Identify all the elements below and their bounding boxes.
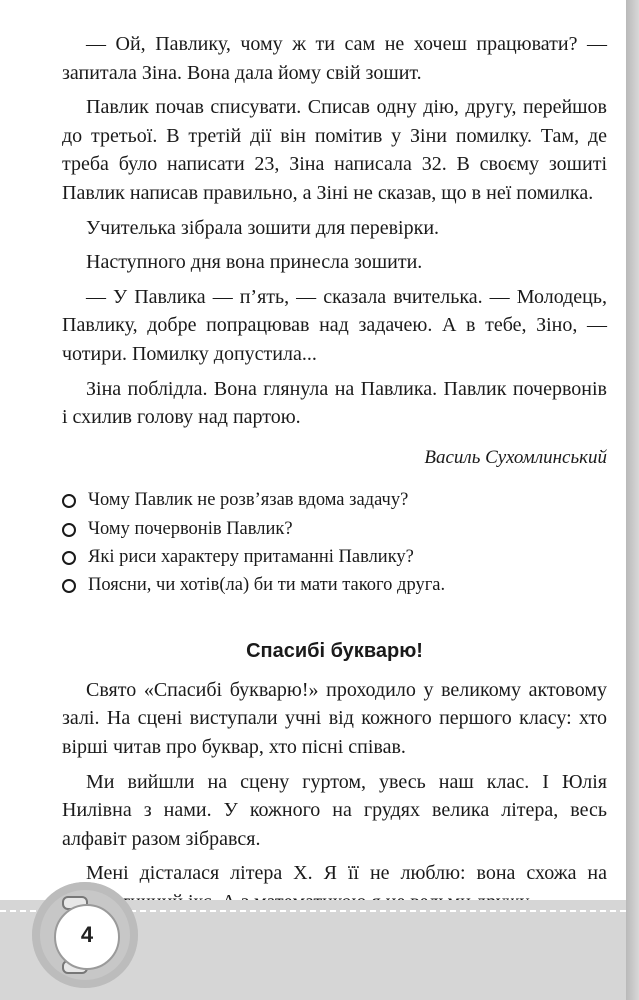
question-text: Поясни, чи хотів(ла) би ти мати такого друга. <box>88 574 446 595</box>
question-text: Чому почервонів Павлик? <box>88 518 293 539</box>
question-item <box>62 515 607 543</box>
circle-bullet-icon <box>62 579 76 593</box>
story-paragraph: Свято «Спасибі букварю!» проходило у великому актовому залі. На сцені виступали учні від кожного першого класу: хто вірші читав про буквар, хто пісні співав. <box>62 678 607 758</box>
story-paragraph: Наступного дня вона принесла зошити. <box>86 251 423 274</box>
question-item <box>62 571 607 599</box>
circle-bullet-icon <box>62 523 76 537</box>
story-paragraph: Павлик почав списувати. Списав одну дію, другу, перейшов до третьої. В третій дії він помітив у Зіни помилку. Там, де треба було написати 23, Зіна написала 32. В своєму зошиті Павлик написав правильно, а Зіні не сказав, що в неї помилка. <box>62 96 607 204</box>
question-text: Які риси характеру притаманні Павлику? <box>88 546 414 567</box>
question-list <box>62 486 607 599</box>
story-paragraph: Учителька зібрала зошити для перевірки. <box>86 216 440 239</box>
page-number-badge <box>32 882 138 988</box>
question-text: Чому Павлик не розв’язав вдома задачу? <box>88 490 409 511</box>
question-item <box>62 486 607 514</box>
page-number-circle <box>54 904 120 970</box>
section-title: Спасибі букварю! <box>246 640 423 663</box>
story-paragraph: — У Павлика — п’ять, — сказала вчителька. — Молодець, Павлику, добре попрацював над задачею. А в тебе, Зіно, — чотири. Помилку допустила... <box>62 285 607 365</box>
story-paragraph: Ми вийшли на сцену гуртом, увесь наш клас. І Юлія Нилівна з нами. У кожного на грудях велика літера, весь алфавіт разом зібрався. <box>62 770 607 850</box>
author-name: Василь Сухомлинський <box>424 446 607 468</box>
circle-bullet-icon <box>62 551 76 565</box>
page-number: 4 <box>80 922 94 947</box>
story-paragraph: Мені дісталася літера Х. Я її не люблю: вона схожа на <box>86 862 607 885</box>
story-paragraph: Зіна поблідла. Вона глянула на Павлика. Павлик почервонів і схилив голову над партою. <box>62 377 607 429</box>
page-edge-strip <box>626 0 639 1000</box>
question-item <box>62 543 607 571</box>
story-paragraph: — Ой, Павлику, чому ж ти сам не хочеш працювати? — запитала Зіна. Вона дала йому свій зошит. <box>62 33 607 84</box>
circle-bullet-icon <box>62 494 76 508</box>
page-content <box>62 30 607 922</box>
